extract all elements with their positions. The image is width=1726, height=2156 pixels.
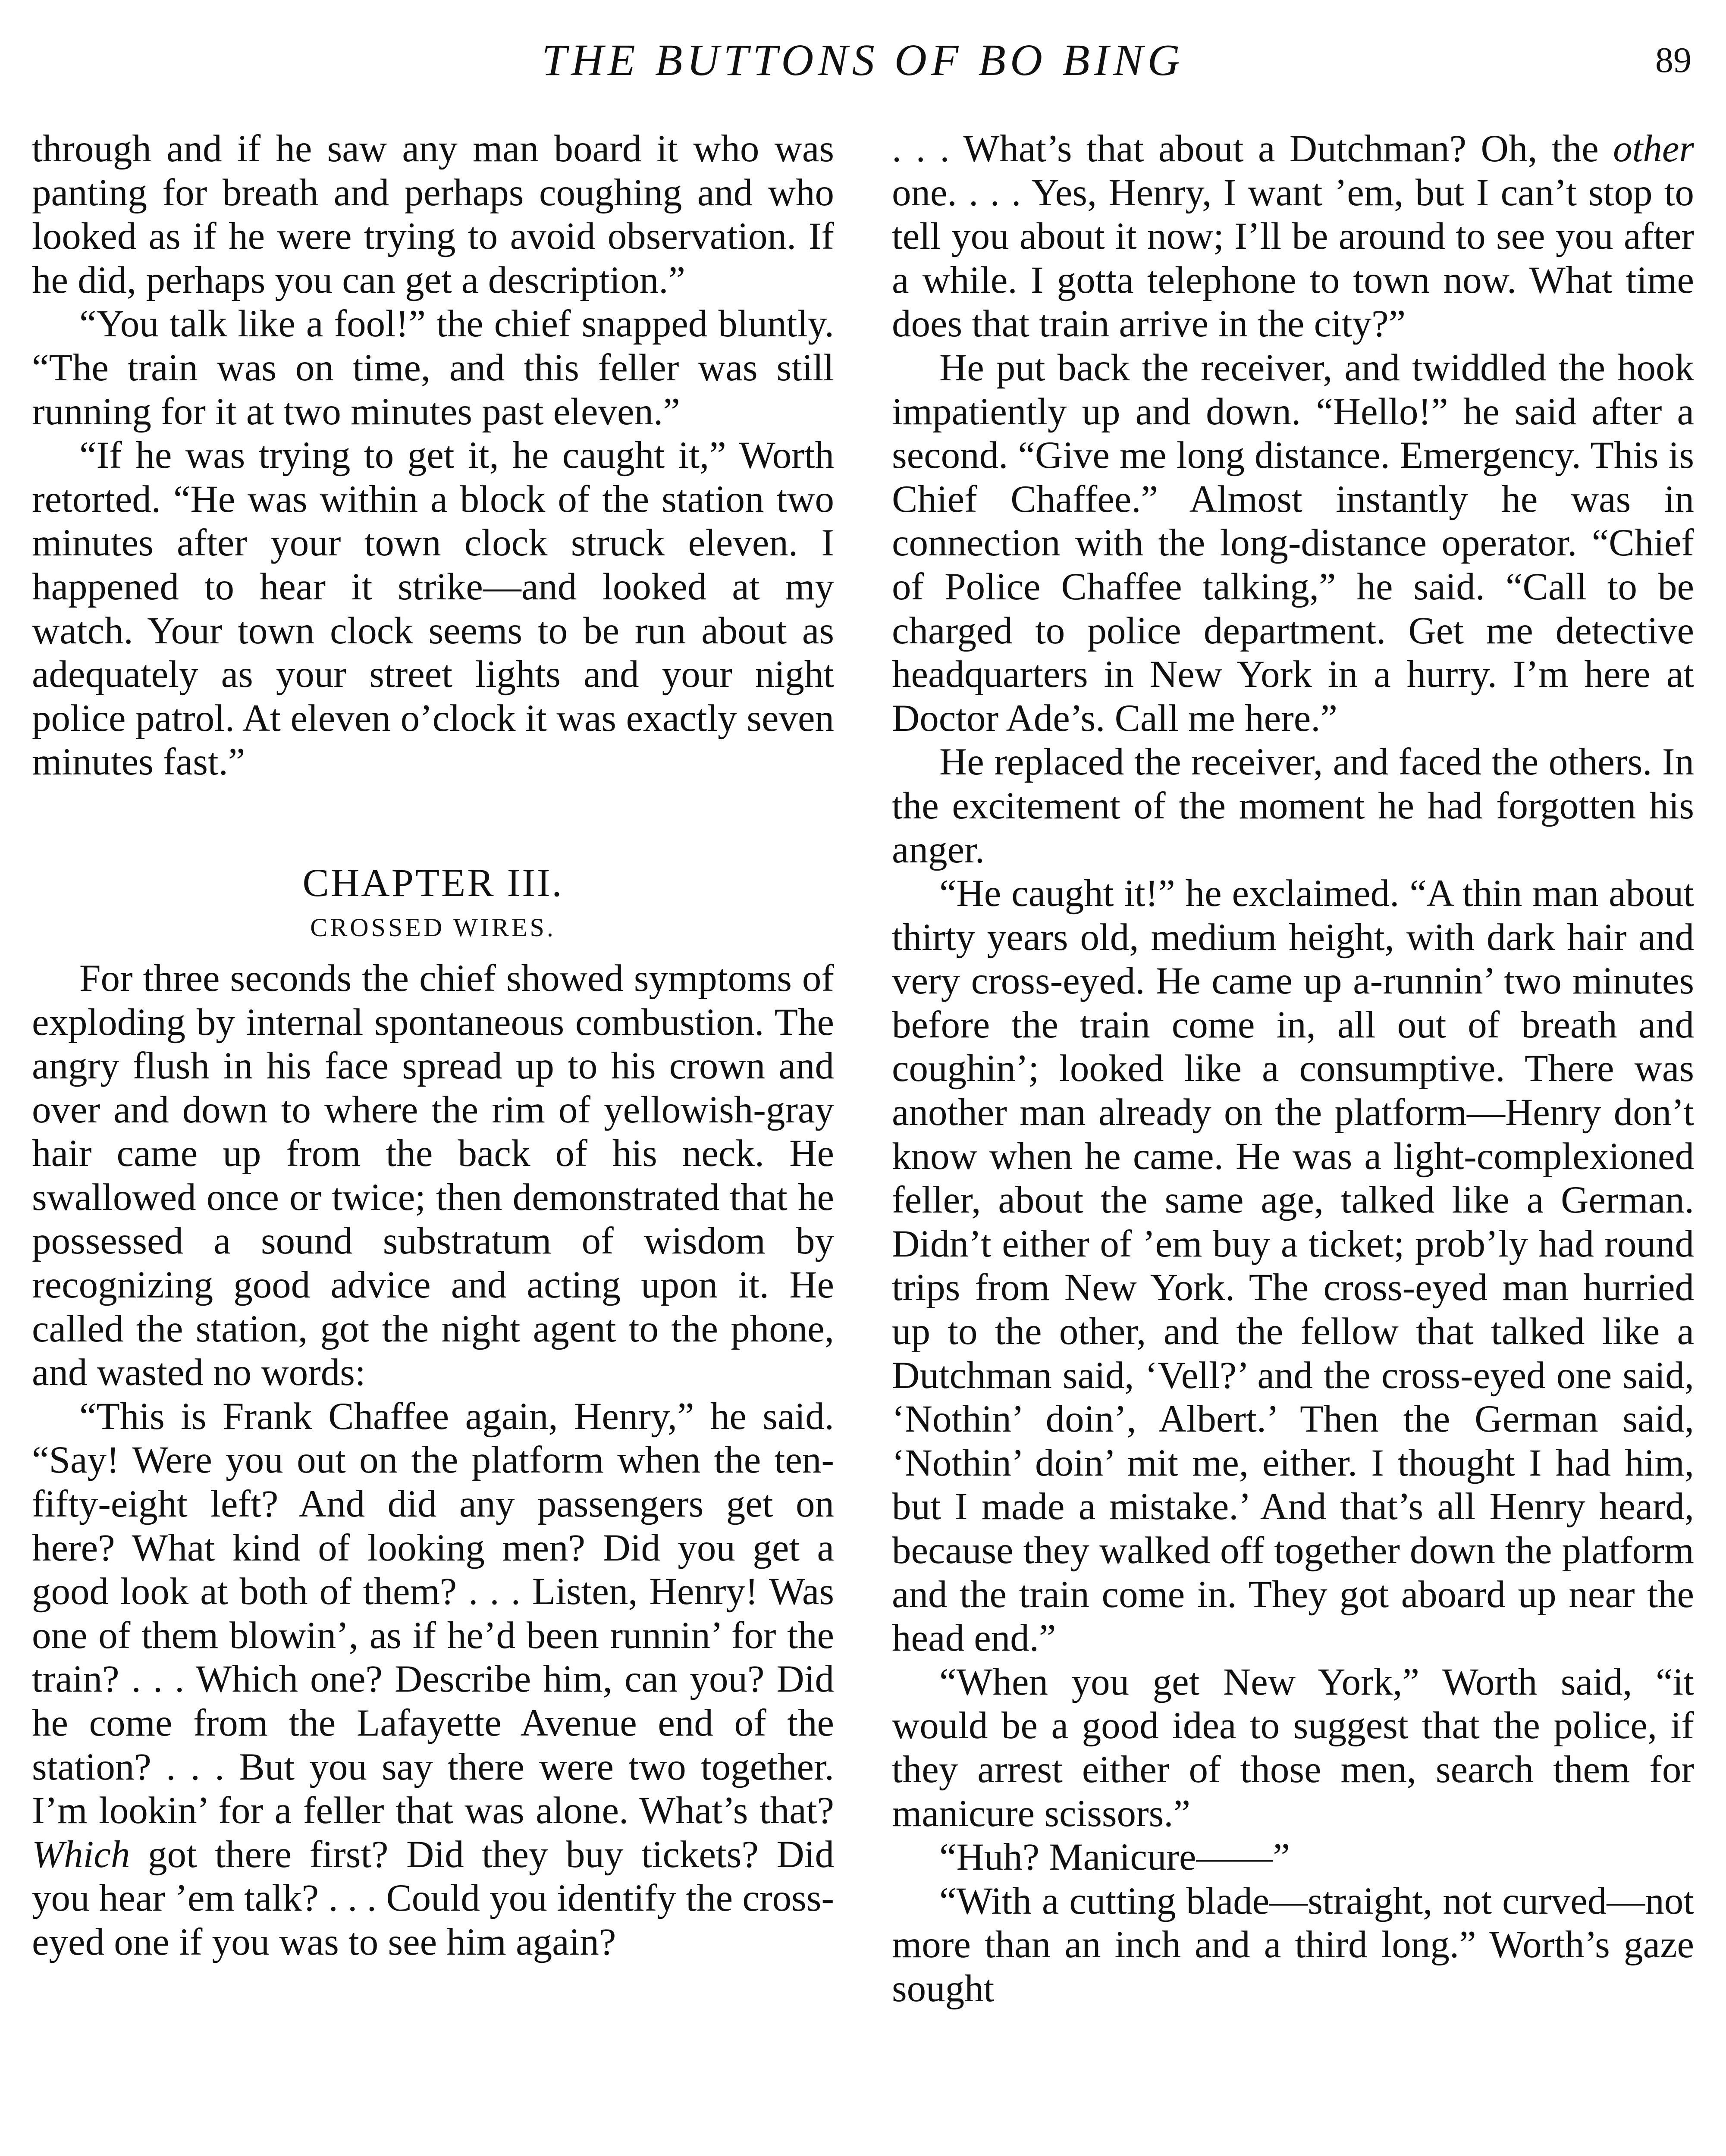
paragraph: He replaced the receiver, and faced the others. In the excitement of the moment he had forgotten his anger. (892, 741, 1694, 871)
paragraph-text: one. . . . Yes, Henry, I want ’em, but I can’t stop to tell you about it now; I’ll be around to see you after a while. I gotta telephone to town now. What time does that train arrive in the city?” (892, 171, 1694, 345)
paragraph (892, 127, 1694, 346)
chapter-title: CHAPTER III. (302, 860, 564, 905)
paragraph: “He caught it!” he exclaimed. “A thin man about thirty years old, medium height, with dark hair and very cross-eyed. He came up a-runnin’ two minutes before the train come in, all out of breath and coughin’; looked like a consumptive. There was another man already on the platform—Henry don’t know when he came. He was a light-complexioned feller, about the same age, talked like a German. Didn’t either of ’em buy a ticket; prob’ly had round trips from New York. The cross-eyed man hurried up to the other, and the fellow that talked like a Dutchman said, ‘Vell?’ and the cross-eyed one said, ‘Nothin’ doin’, Albert.’ Then the German said, ‘Nothin’ doin’ mit me, either. I thought I had him, but I made a mistake.’ And that’s all Henry heard, because they walked off together down the platform and the train come in. They got aboard up near the head end.” (892, 872, 1694, 1660)
paragraph: “You talk like a fool!” the chief snapped bluntly. “The train was on time, and this feller was still running for it at two minutes past eleven.” (32, 303, 834, 433)
emphasized-word: other (1613, 128, 1694, 170)
emphasized-word: Which (32, 1833, 130, 1876)
paragraph-text: “This is Frank Chaffee again, Henry,” he said. “Say! Were you out on the platform when the ten-fifty-eight left? And did any passengers get on here? What kind of looking men? Did you get a good look at both of them? . . . Listen, Henry! Was one of them blowin’, as if he’d been runnin’ for the train? . . . Which one? Describe him, can you? Did he come from the Lafayette Avenue end of the station? . . . But you say there were two together. I’m lookin’ for a feller that was alone. What’s that? (32, 1395, 834, 1832)
paragraph: He put back the receiver, and twiddled the hook impatiently up and down. “Hello!” he said after a second. “Give me long distance. Emergency. This is Chief Chaffee.” Almost instantly he was in connection with the long-distance operator. “Chief of Police Chaffee talking,” he said. “Call to be charged to police department. Get me detective headquarters in New York in a hurry. I’m here at Doctor Ade’s. Call me here.” (892, 346, 1694, 740)
paragraph: “Huh? Manicure——” (939, 1836, 1290, 1879)
page-number: 89 (1655, 40, 1691, 80)
left-column (32, 127, 834, 1965)
chapter-heading (32, 857, 834, 945)
paragraph-text: got there first? Did they buy tickets? Did you hear ’em talk? . . . Could you identify the cross-eyed one if you was to see him again? (32, 1833, 834, 1963)
chapter-subtitle: CROSSED WIRES. (310, 913, 556, 942)
running-title: THE BUTTONS OF BO BING (542, 35, 1184, 85)
paragraph: For three seconds the chief showed symptoms of exploding by internal spontaneous combustion. The angry flush in his face spread up to his crown and over and down to where the rim of yellowish-gray hair came up from the back of his neck. He swallowed once or twice; then demonstrated that he possessed a sound substratum of wisdom by recognizing good advice and acting upon it. He called the station, got the night agent to the phone, and wasted no words: (32, 957, 834, 1394)
paragraph (32, 1395, 834, 1965)
paragraph-text: . . . What’s that about a Dutchman? Oh, the (892, 128, 1613, 170)
running-header (0, 32, 1726, 88)
paragraph: “If he was trying to get it, he caught it,” Worth retorted. “He was within a block of the station two minutes after your town clock struck eleven. I happened to hear it strike—and looked at my watch. Your town clock seems to be run about as adequately as your street lights and your night police patrol. At eleven o’clock it was exactly seven minutes fast.” (32, 434, 834, 783)
paragraph: “When you get New York,” Worth said, “it would be a good idea to suggest that the police, if they arrest either of those men, search them for manicure scissors.” (892, 1661, 1694, 1835)
paragraph: “With a cutting blade—straight, not curved—not more than an inch and a third long.” Worth’s gaze sought (892, 1880, 1694, 2010)
right-column (892, 127, 1694, 2011)
paragraph: through and if he saw any man board it who was panting for breath and perhaps coughing and who looked as if he were trying to avoid observation. If he did, perhaps you can get a description.” (32, 128, 834, 301)
